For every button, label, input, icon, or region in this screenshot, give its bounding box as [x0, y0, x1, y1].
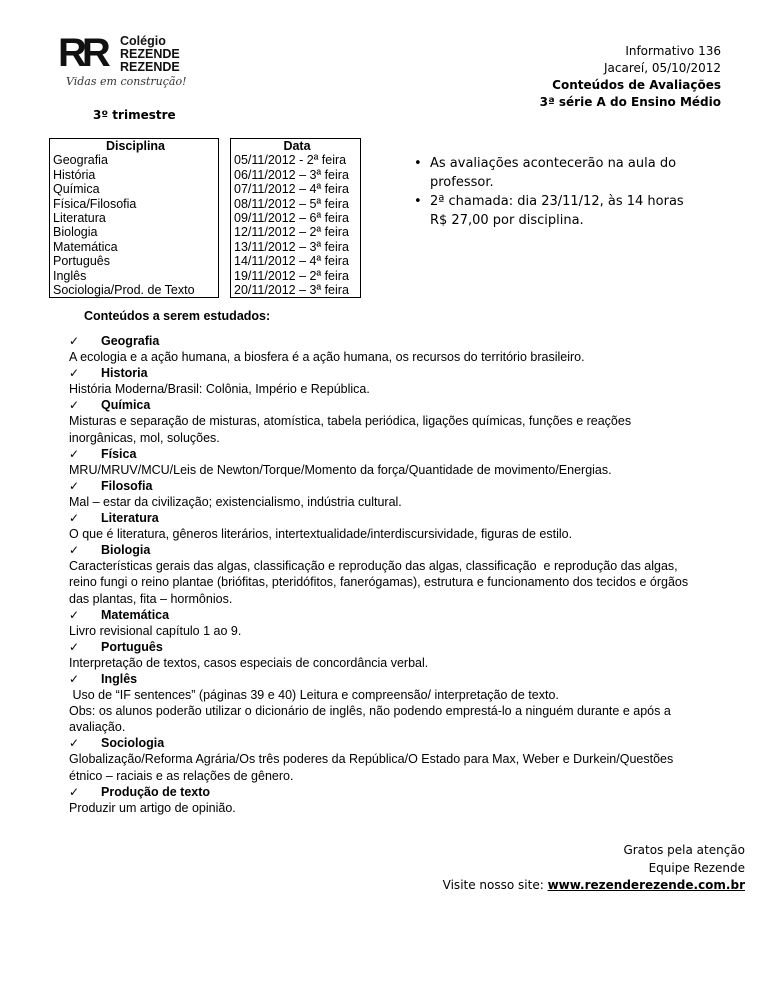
- discipline-cell: Física/Filosofia: [50, 197, 219, 211]
- subject-section: [69, 478, 719, 510]
- note-item: • 2ª chamada: dia 23/11/12, às 14 horas: [411, 192, 721, 211]
- checkmark-icon: ✓: [69, 366, 80, 381]
- subject-title: Geografia: [101, 334, 160, 348]
- subject-section: [69, 333, 719, 365]
- footer: [443, 842, 745, 895]
- checkmark-icon: ✓: [69, 543, 80, 558]
- subject-heading: [69, 735, 719, 751]
- checkmark-icon: ✓: [69, 671, 80, 686]
- subject-contents: Misturas e separação de misturas, atomística, tabela periódica, ligações químicas, funções e reações inorgânicas, mol, soluções.: [69, 414, 632, 445]
- subject-contents: A ecologia e a ação humana, a biosfera é a ação humana, os recursos do território brasileiro.: [69, 350, 585, 365]
- discipline-cell: Literatura: [50, 211, 219, 225]
- subject-heading: [69, 639, 719, 655]
- subject-heading: [69, 510, 719, 526]
- trimester-label: 3º trimestre: [93, 108, 176, 122]
- checkmark-icon: ✓: [69, 446, 80, 461]
- subject-section: [69, 735, 719, 783]
- date-cell: 20/11/2012 – 3ª feira: [231, 283, 361, 298]
- contents-title: Conteúdos a serem estudados:: [84, 309, 271, 323]
- footer-thanks: Gratos pela atenção: [623, 843, 745, 857]
- checkmark-icon: ✓: [69, 784, 80, 799]
- date-header: Data: [231, 139, 361, 154]
- subject-heading: [69, 542, 719, 558]
- checkmark-icon: ✓: [69, 478, 80, 493]
- footer-site: [443, 877, 745, 895]
- bulletin-date: Jacareí, 05/10/2012: [603, 61, 721, 75]
- date-cell: 08/11/2012 – 5ª feira: [231, 197, 361, 211]
- discipline-header: Disciplina: [50, 139, 219, 154]
- subject-contents: Globalização/Reforma Agrária/Os três poderes da República/O Estado para Max, Weber e Durkein/Questões étnico – raciais e as relações de gênero.: [69, 752, 674, 783]
- logo-tagline: Vidas em construção!: [66, 75, 187, 88]
- subject-section: [69, 446, 719, 478]
- exam-notes: [411, 154, 721, 230]
- date-cell: 07/11/2012 – 4ª feira: [231, 182, 361, 196]
- subject-section: [69, 365, 719, 397]
- subject-heading: [69, 446, 719, 462]
- subject-contents: MRU/MRUV/MCU/Leis de Newton/Torque/Momento da força/Quantidade de movimento/Energias.: [69, 462, 612, 477]
- subject-heading: [69, 478, 719, 494]
- subject-contents: História Moderna/Brasil: Colônia, Império e República.: [69, 382, 370, 397]
- subject-section: [69, 542, 719, 606]
- subject-contents: Uso de “IF sentences” (páginas 39 e 40) Leitura e compreensão/ interpretação de texto. Obs: os alunos poderão utilizar o dicionário de inglês, não podendo emprestá-lo a ninguém durante e após a avaliação.: [69, 688, 671, 735]
- discipline-table: [49, 138, 219, 298]
- logo-line-1: Colégio: [120, 34, 166, 48]
- subject-contents: Produzir um artigo de opinião.: [69, 800, 236, 815]
- subject-section: [69, 671, 719, 735]
- discipline-cell: Matemática: [50, 240, 219, 254]
- subject-heading: [69, 365, 719, 381]
- date-cell: 19/11/2012 – 2ª feira: [231, 269, 361, 283]
- subject-contents: Mal – estar da civilização; existencialismo, indústria cultural.: [69, 494, 402, 509]
- discipline-cell: História: [50, 168, 219, 182]
- note-continuation: R$ 27,00 por disciplina.: [430, 213, 584, 228]
- subject-title: Química: [101, 398, 151, 413]
- subject-heading: [69, 607, 719, 623]
- logo-line-2: REZENDE: [120, 47, 180, 61]
- subject-section: [69, 784, 719, 816]
- subject-title: Português: [101, 639, 163, 654]
- subject-heading: [69, 333, 719, 349]
- subject-section: [69, 639, 719, 671]
- checkmark-icon: ✓: [69, 639, 80, 654]
- subject-title: Produção de texto: [101, 784, 211, 799]
- discipline-cell: Português: [50, 254, 219, 268]
- logo-wordmark: [120, 35, 180, 74]
- subject-contents: Interpretação de textos, casos especiais de concordância verbal.: [69, 655, 429, 670]
- date-cell: 14/11/2012 – 4ª feira: [231, 254, 361, 268]
- subject-title: Literatura: [101, 511, 159, 526]
- site-link[interactable]: www.rezenderezende.com.br: [547, 878, 745, 892]
- subject-contents: Livro revisional capítulo 1 ao 9.: [69, 623, 242, 638]
- date-table: [230, 138, 361, 298]
- site-label: Visite nosso site:: [442, 878, 548, 892]
- bulletin-class: 3ª série A do Ensino Médio: [539, 95, 721, 109]
- date-cell: 13/11/2012 – 3ª feira: [231, 240, 361, 254]
- subject-title: Inglês: [101, 671, 138, 686]
- school-logo: [58, 33, 188, 93]
- checkmark-icon: ✓: [69, 607, 80, 622]
- checkmark-icon: ✓: [69, 398, 80, 413]
- document-header: [540, 43, 721, 111]
- subject-contents: Características gerais das algas, classificação e reprodução das algas, classificação e reprodução das algas, reino fungi o reino plantae (briófitas, pteridófitos, fanerógamas), estrutura e funcionamento dos tecidos e órgãos das plantas, fita – hormônios.: [69, 559, 689, 606]
- subject-contents: O que é literatura, gêneros literários, intertextualidade/interdiscursividade, figuras de estilo.: [69, 527, 573, 542]
- bulletin-subject: Conteúdos de Avaliações: [552, 78, 721, 92]
- discipline-cell: Geografia: [50, 153, 219, 167]
- subject-heading: [69, 397, 719, 413]
- subject-title: Filosofia: [101, 478, 153, 493]
- logo-line-3: REZENDE: [120, 60, 180, 74]
- subject-section: [69, 607, 719, 639]
- discipline-cell: Inglês: [50, 269, 219, 283]
- subject-heading: [69, 671, 719, 687]
- bulletin-number: Informativo 136: [625, 44, 721, 58]
- date-cell: 05/11/2012 - 2ª feira: [231, 153, 361, 167]
- footer-team: Equipe Rezende: [648, 860, 745, 875]
- discipline-cell: Química: [50, 182, 219, 196]
- discipline-cell: Sociologia/Prod. de Texto: [50, 283, 219, 298]
- checkmark-icon: ✓: [69, 511, 80, 526]
- date-cell: 12/11/2012 – 2ª feira: [231, 225, 361, 239]
- subject-title: Física: [101, 446, 137, 461]
- subject-heading: [69, 784, 719, 800]
- contents-list: [69, 333, 719, 816]
- checkmark-icon: ✓: [69, 736, 80, 751]
- subject-title: Sociologia: [101, 736, 165, 751]
- checkmark-icon: ✓: [69, 334, 80, 348]
- subject-title: Historia: [101, 366, 148, 381]
- subject-section: [69, 510, 719, 542]
- note-item: • As avaliações acontecerão na aula do professor.: [411, 154, 721, 192]
- subject-section: [69, 397, 719, 445]
- discipline-cell: Biologia: [50, 225, 219, 239]
- subject-title: Biologia: [101, 543, 151, 558]
- date-cell: 06/11/2012 – 3ª feira: [231, 168, 361, 182]
- date-cell: 09/11/2012 – 6ª feira: [231, 211, 361, 225]
- logo-letters: RR: [58, 31, 106, 75]
- subject-title: Matemática: [101, 607, 170, 622]
